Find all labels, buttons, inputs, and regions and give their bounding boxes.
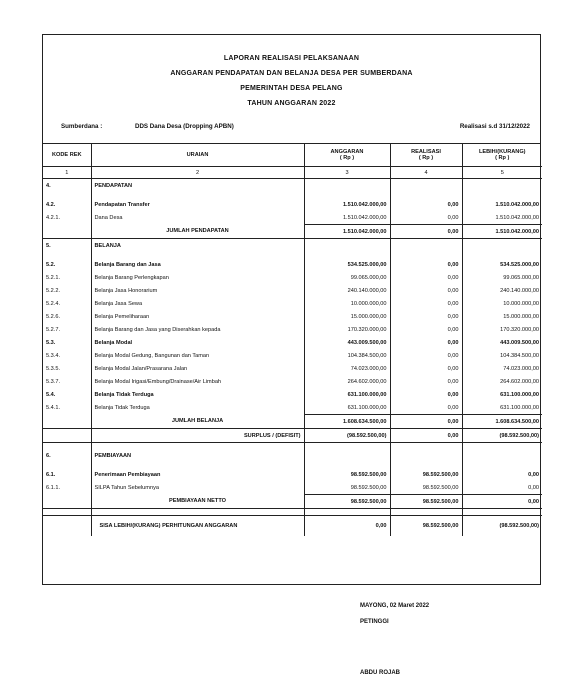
row-lebih <box>462 239 542 253</box>
row-anggaran: (98.592.500,00) <box>304 429 390 443</box>
table-row-total <box>43 495 542 509</box>
row-kode: 5.3.5. <box>43 362 91 375</box>
row-realisasi: 98.592.500,00 <box>390 481 462 495</box>
row-realisasi: 98.592.500,00 <box>390 516 462 536</box>
source-label: Sumberdana : <box>61 123 103 130</box>
row-kode: 5.2.6. <box>43 310 91 323</box>
row-realisasi: 0,00 <box>390 362 462 375</box>
table-header <box>43 144 542 167</box>
row-anggaran: 98.592.500,00 <box>304 468 390 481</box>
report-title: LAPORAN REALISASI PELAKSANAAN <box>223 55 360 62</box>
row-uraian: Belanja Modal Jalan/Prasarana Jalan <box>91 362 304 375</box>
col-anggaran: ANGGARAN ( Rp ) <box>304 144 390 167</box>
row-lebih: (98.592.500,00) <box>462 429 542 443</box>
table-row-total <box>43 429 542 443</box>
row-realisasi: 0,00 <box>390 271 462 284</box>
row-uraian: JUMLAH BELANJA <box>91 415 304 429</box>
row-kode <box>43 495 91 509</box>
row-realisasi: 0,00 <box>390 388 462 401</box>
row-lebih: 15.000.000,00 <box>503 313 539 320</box>
row-anggaran: 443.009.500,00 <box>304 336 390 349</box>
row-lebih: 104.384.500,00 <box>500 352 539 359</box>
row-uraian: Belanja Barang Perlengkapan <box>91 271 304 284</box>
row-lebih: 1.510.042.000,00 <box>462 225 542 239</box>
table-row <box>43 481 542 495</box>
row-anggaran: 74.023.000,00 <box>304 362 390 375</box>
fiscal-year: TAHUN ANGGARAN 2022 <box>247 100 336 107</box>
row-realisasi: 0,00 <box>390 297 462 310</box>
row-kode: 5.3.4. <box>43 349 91 362</box>
row-realisasi: 98.592.500,00 <box>390 468 462 481</box>
row-lebih: 534.525.000,00 <box>500 261 539 268</box>
row-lebih: 240.140.000,00 <box>500 287 539 294</box>
table-row <box>43 211 542 225</box>
row-realisasi: 0,00 <box>390 323 462 336</box>
row-uraian: PENDAPATAN <box>91 179 304 193</box>
row-anggaran: 631.100.000,00 <box>304 401 390 415</box>
row-uraian: BELANJA <box>91 239 304 253</box>
table-row <box>43 310 542 323</box>
row-kode: 4.2.1. <box>43 211 91 225</box>
row-lebih: (98.592.500,00) <box>499 522 539 529</box>
row-kode: 5. <box>43 239 91 253</box>
row-anggaran: 98.592.500,00 <box>304 481 390 495</box>
row-uraian: Pendapatan Transfer <box>91 198 304 211</box>
row-kode: 5.2.2. <box>43 284 91 297</box>
row-anggaran <box>304 239 390 253</box>
row-uraian: Penerimaan Pembiayaan <box>91 468 304 481</box>
row-kode: 5.2.4. <box>43 297 91 310</box>
row-uraian: Belanja Modal <box>91 336 304 349</box>
row-realisasi <box>390 449 462 462</box>
row-anggaran: 99.065.000,00 <box>304 271 390 284</box>
table-row-total <box>43 225 542 239</box>
row-realisasi: 0,00 <box>390 258 462 271</box>
col-uraian: URAIAN <box>91 144 304 167</box>
row-anggaran: 1.510.042.000,00 <box>304 198 390 211</box>
row-anggaran <box>304 179 390 193</box>
row-lebih: 1.510.042.000,00 <box>495 214 539 221</box>
table-row <box>43 179 542 193</box>
row-uraian: PEMBIAYAAN NETTO <box>91 495 304 509</box>
row-realisasi: 0,00 <box>390 415 462 429</box>
row-uraian: SILPA Tahun Sebelumnya <box>91 481 304 495</box>
row-realisasi: 0,00 <box>390 225 462 239</box>
row-anggaran: 1.608.634.500,00 <box>304 415 390 429</box>
row-kode: 5.4.1. <box>43 401 91 415</box>
col-realisasi: REALISASI ( Rp ) <box>390 144 462 167</box>
row-lebih: 99.065.000,00 <box>503 274 539 281</box>
table-row <box>43 468 542 481</box>
row-lebih: 0,00 <box>462 495 542 509</box>
row-anggaran: 240.140.000,00 <box>304 284 390 297</box>
col-num-4: 4 <box>390 167 462 179</box>
col-lebih: LEBIH/(KURANG) ( Rp ) <box>462 144 542 167</box>
report-frame <box>42 34 541 585</box>
row-anggaran: 534.525.000,00 <box>304 258 390 271</box>
table-row-total <box>43 415 542 429</box>
row-lebih: 74.023.000,00 <box>503 365 539 372</box>
row-anggaran: 631.100.000,00 <box>304 388 390 401</box>
column-numbers <box>43 167 542 179</box>
row-uraian: SURPLUS / (DEFISIT) <box>91 429 304 443</box>
signature-title: PETINGGI <box>360 619 389 625</box>
row-realisasi: 0,00 <box>390 375 462 388</box>
row-lebih: 631.100.000,00 <box>500 391 539 398</box>
row-uraian: Belanja Jasa Honorarium <box>91 284 304 297</box>
row-uraian: Belanja Barang dan Jasa yang Diserahkan kepada <box>91 323 304 336</box>
table-row <box>43 388 542 401</box>
row-kode <box>43 516 91 536</box>
row-anggaran: 104.384.500,00 <box>304 349 390 362</box>
row-kode: 6.1.1. <box>43 481 91 495</box>
table-row <box>43 323 542 336</box>
row-uraian: Belanja Modal Irigasi/Embung/Drainase/Air Limbah <box>91 375 304 388</box>
row-lebih <box>462 449 542 462</box>
row-uraian: Dana Desa <box>91 211 304 225</box>
realisasi-date: Realisasi s.d 31/12/2022 <box>459 123 530 130</box>
row-realisasi: 0,00 <box>390 429 462 443</box>
col-num-1: 1 <box>43 167 91 179</box>
table-row <box>43 362 542 375</box>
row-lebih <box>462 179 542 193</box>
row-lebih: 170.320.000,00 <box>500 326 539 333</box>
row-uraian: Belanja Tidak Terduga <box>91 388 304 401</box>
row-anggaran: 1.510.042.000,00 <box>304 225 390 239</box>
table-row <box>43 336 542 349</box>
table-row <box>43 349 542 362</box>
row-uraian: JUMLAH PENDAPATAN <box>91 225 304 239</box>
row-realisasi: 0,00 <box>390 401 462 415</box>
row-anggaran: 0,00 <box>304 516 390 536</box>
row-kode: 5.2.1. <box>43 271 91 284</box>
source-value: DDS Dana Desa (Dropping APBN) <box>135 123 234 130</box>
report-subtitle: ANGGARAN PENDAPATAN DAN BELANJA DESA PER SUMBERDANA <box>170 70 413 77</box>
table-row <box>43 198 542 211</box>
row-lebih: 443.009.500,00 <box>500 339 539 346</box>
row-kode: 4.2. <box>43 198 91 211</box>
row-kode: 4. <box>43 179 91 193</box>
table-row <box>43 449 542 462</box>
row-lebih: 1.510.042.000,00 <box>495 201 539 208</box>
row-anggaran: 98.592.500,00 <box>304 495 390 509</box>
row-realisasi: 0,00 <box>390 310 462 323</box>
row-kode: 6. <box>43 449 91 462</box>
table-row <box>43 375 542 388</box>
table-row <box>43 258 542 271</box>
row-kode <box>43 415 91 429</box>
row-lebih: 0,00 <box>528 471 539 478</box>
table-row <box>43 239 542 253</box>
row-uraian: Belanja Barang dan Jasa <box>91 258 304 271</box>
row-uraian: Belanja Tidak Terduga <box>91 401 304 415</box>
row-anggaran: 264.602.000,00 <box>304 375 390 388</box>
row-anggaran <box>304 449 390 462</box>
row-kode: 5.3. <box>43 336 91 349</box>
row-kode: 6.1. <box>43 468 91 481</box>
row-uraian: Belanja Modal Gedung, Bangunan dan Taman <box>91 349 304 362</box>
row-lebih: 0,00 <box>528 484 539 491</box>
row-lebih: 10.000.000,00 <box>503 300 539 307</box>
row-anggaran: 1.510.042.000,00 <box>304 211 390 225</box>
col-num-2: 2 <box>91 167 304 179</box>
row-anggaran: 15.000.000,00 <box>304 310 390 323</box>
row-realisasi: 0,00 <box>390 284 462 297</box>
row-lebih: 631.100.000,00 <box>500 404 539 411</box>
table-row <box>43 297 542 310</box>
row-realisasi: 0,00 <box>390 349 462 362</box>
row-realisasi: 98.592.500,00 <box>390 495 462 509</box>
col-num-3: 3 <box>304 167 390 179</box>
row-realisasi: 0,00 <box>390 211 462 225</box>
row-realisasi <box>390 239 462 253</box>
table-row <box>43 401 542 415</box>
row-realisasi: 0,00 <box>390 336 462 349</box>
col-num-5: 5 <box>462 167 542 179</box>
signature-place-date: MAYONG, 02 Maret 2022 <box>360 603 430 609</box>
col-kode: KODE REK <box>43 144 91 167</box>
row-anggaran: 170.320.000,00 <box>304 323 390 336</box>
table-row-final <box>43 516 542 536</box>
table-row <box>43 284 542 297</box>
row-kode <box>43 429 91 443</box>
table-row <box>43 271 542 284</box>
row-lebih: 1.608.634.500,00 <box>462 415 542 429</box>
village-name: PEMERINTAH DESA PELANG <box>240 85 343 92</box>
row-lebih: 264.602.000,00 <box>500 378 539 385</box>
row-uraian: PEMBIAYAAN <box>91 449 304 462</box>
row-kode: 5.4. <box>43 388 91 401</box>
row-realisasi: 0,00 <box>390 198 462 211</box>
row-kode: 5.3.7. <box>43 375 91 388</box>
row-kode: 5.2. <box>43 258 91 271</box>
row-realisasi <box>390 179 462 193</box>
row-kode: 5.2.7. <box>43 323 91 336</box>
row-uraian: Belanja Jasa Sewa <box>91 297 304 310</box>
signature-name: ABDU ROJAB <box>360 670 401 676</box>
report-table <box>43 144 542 536</box>
row-kode <box>43 225 91 239</box>
row-uraian: SISA LEBIH/(KURANG) PERHITUNGAN ANGGARAN <box>91 516 304 536</box>
row-anggaran: 10.000.000,00 <box>304 297 390 310</box>
row-uraian: Belanja Pemeliharaan <box>91 310 304 323</box>
